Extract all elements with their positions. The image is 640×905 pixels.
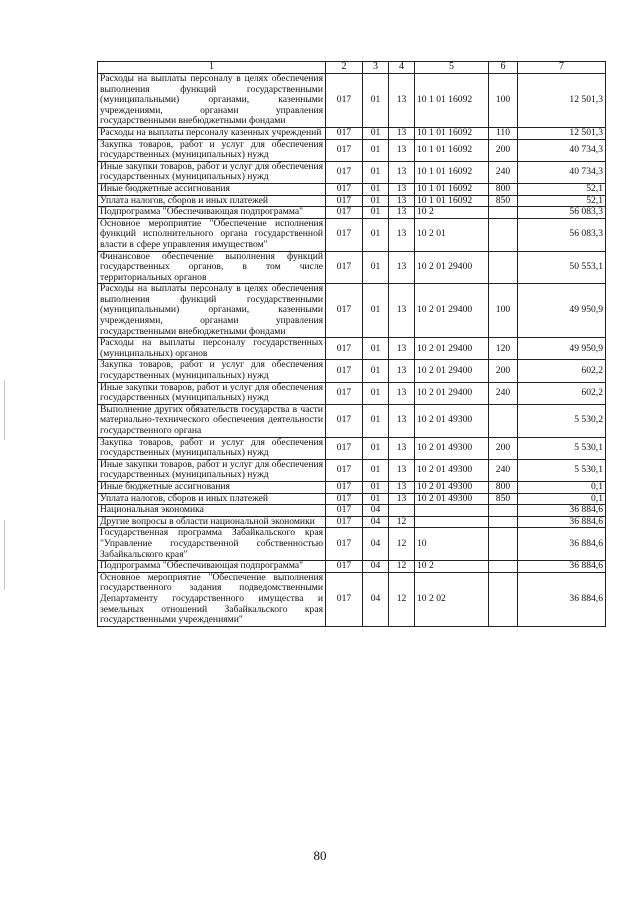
table-row (98, 284, 606, 338)
ministry-code-cell: 017 (326, 459, 363, 481)
table-row (98, 505, 606, 517)
expense-type-cell (489, 516, 518, 528)
subsection-cell (389, 505, 415, 517)
subsection-cell: 13 (389, 251, 415, 284)
expense-type-cell: 120 (489, 338, 518, 360)
subsection-cell: 12 (389, 528, 415, 561)
table-header-row (98, 62, 606, 74)
subsection-cell: 13 (389, 195, 415, 207)
section-cell: 01 (363, 139, 389, 161)
target-article-cell: 10 2 (415, 207, 489, 219)
column-header: 6 (489, 62, 518, 74)
expense-type-cell (489, 218, 518, 251)
ministry-code-cell: 017 (326, 74, 363, 128)
amount-cell: 40 734,3 (518, 139, 606, 161)
ministry-code-cell: 017 (326, 572, 363, 626)
subsection-cell: 13 (389, 218, 415, 251)
expense-type-cell (489, 207, 518, 219)
section-cell: 01 (363, 493, 389, 505)
section-cell: 01 (363, 127, 389, 139)
table-row (98, 360, 606, 382)
target-article-cell: 10 2 01 49300 (415, 493, 489, 505)
expense-type-cell: 240 (489, 459, 518, 481)
section-cell: 01 (363, 481, 389, 493)
ministry-code-cell: 017 (326, 493, 363, 505)
subsection-cell: 13 (389, 481, 415, 493)
ministry-code-cell: 017 (326, 481, 363, 493)
section-cell: 01 (363, 284, 389, 338)
subsection-cell: 13 (389, 437, 415, 459)
ministry-code-cell: 017 (326, 195, 363, 207)
target-article-cell: 10 1 01 16092 (415, 161, 489, 183)
section-cell: 04 (363, 516, 389, 528)
amount-cell: 36 884,6 (518, 528, 606, 561)
ministry-code-cell: 017 (326, 404, 363, 437)
amount-cell: 0,1 (518, 493, 606, 505)
amount-cell: 40 734,3 (518, 161, 606, 183)
ministry-code-cell: 017 (326, 505, 363, 517)
amount-cell: 12 501,3 (518, 127, 606, 139)
row-name-cell: Закупка товаров, работ и услуг для обеспечения государственных (муниципальных) нужд (98, 360, 326, 382)
subsection-cell: 13 (389, 74, 415, 128)
row-name-cell: Расходы на выплаты персоналу казенных учреждений (98, 127, 326, 139)
amount-cell: 49 950,9 (518, 338, 606, 360)
subsection-cell: 13 (389, 207, 415, 219)
target-article-cell: 10 2 01 29400 (415, 360, 489, 382)
amount-cell: 602,2 (518, 382, 606, 404)
target-article-cell: 10 2 01 49300 (415, 481, 489, 493)
row-name-cell: Расходы на выплаты персоналу государственных (муниципальных) органов (98, 338, 326, 360)
expense-type-cell: 100 (489, 74, 518, 128)
expense-type-cell: 800 (489, 481, 518, 493)
ministry-code-cell: 017 (326, 161, 363, 183)
subsection-cell: 12 (389, 572, 415, 626)
row-name-cell: Подпрограмма "Обеспечивающая подпрограмма" (98, 561, 326, 573)
section-cell: 04 (363, 572, 389, 626)
subsection-cell: 13 (389, 284, 415, 338)
amount-cell: 12 501,3 (518, 74, 606, 128)
row-name-cell: Другие вопросы в области национальной экономики (98, 516, 326, 528)
row-name-cell: Иные закупки товаров, работ и услуг для обеспечения государственных (муниципальных) нужд (98, 382, 326, 404)
target-article-cell: 10 1 01 16092 (415, 127, 489, 139)
amount-cell: 602,2 (518, 360, 606, 382)
section-cell: 01 (363, 74, 389, 128)
row-name-cell: Расходы на выплаты персоналу в целях обеспечения выполнения функций государственными (муниципальными) органами, казенными учреждениями, органами управления государственными внебюджетными фондами (98, 284, 326, 338)
row-name-cell: Основное мероприятие "Обеспечение выполнения государственного задания подведомственными Департаменту государственного имущества и земельных отношений Забайкальского края государственными учреждениями" (98, 572, 326, 626)
expense-type-cell: 800 (489, 183, 518, 195)
ministry-code-cell: 017 (326, 127, 363, 139)
table-row (98, 207, 606, 219)
amount-cell: 36 884,6 (518, 572, 606, 626)
expense-type-cell (489, 404, 518, 437)
row-name-cell: Иные бюджетные ассигнования (98, 481, 326, 493)
section-cell: 01 (363, 338, 389, 360)
expense-type-cell (489, 572, 518, 626)
row-name-cell: Иные закупки товаров, работ и услуг для обеспечения государственных (муниципальных) нужд (98, 459, 326, 481)
target-article-cell: 10 1 01 16092 (415, 183, 489, 195)
amount-cell: 36 884,6 (518, 516, 606, 528)
section-cell: 01 (363, 404, 389, 437)
expense-type-cell: 240 (489, 161, 518, 183)
table-row (98, 528, 606, 561)
target-article-cell: 10 2 01 (415, 218, 489, 251)
section-cell: 01 (363, 161, 389, 183)
table-row (98, 139, 606, 161)
expense-type-cell (489, 561, 518, 573)
expense-type-cell: 240 (489, 382, 518, 404)
budget-table (97, 61, 606, 627)
subsection-cell: 13 (389, 382, 415, 404)
row-name-cell: Закупка товаров, работ и услуг для обеспечения государственных (муниципальных) нужд (98, 139, 326, 161)
expense-type-cell (489, 251, 518, 284)
row-name-cell: Расходы на выплаты персоналу в целях обеспечения выполнения функций государственными (муниципальными) органами, казенными учреждениями, органами управления государственными внебюджетными фондами (98, 74, 326, 128)
expense-type-cell: 850 (489, 195, 518, 207)
expense-type-cell: 110 (489, 127, 518, 139)
target-article-cell: 10 2 02 (415, 572, 489, 626)
row-name-cell: Государственная программа Забайкальского края "Управление государственной собственностью Забайкальского края" (98, 528, 326, 561)
section-cell: 01 (363, 183, 389, 195)
target-article-cell: 10 2 01 49300 (415, 459, 489, 481)
ministry-code-cell: 017 (326, 251, 363, 284)
column-header: 5 (415, 62, 489, 74)
ministry-code-cell: 017 (326, 338, 363, 360)
target-article-cell: 10 1 01 16092 (415, 74, 489, 128)
amount-cell: 50 553,1 (518, 251, 606, 284)
table-row (98, 183, 606, 195)
table-row (98, 493, 606, 505)
row-name-cell: Основное мероприятие "Обеспечение исполнения функций исполнительного органа государственной власти в сфере управления имуществом" (98, 218, 326, 251)
expense-type-cell: 200 (489, 437, 518, 459)
ministry-code-cell: 017 (326, 218, 363, 251)
amount-cell: 49 950,9 (518, 284, 606, 338)
amount-cell: 5 530,1 (518, 437, 606, 459)
row-name-cell: Уплата налогов, сборов и иных платежей (98, 195, 326, 207)
table-row (98, 218, 606, 251)
target-article-cell: 10 2 01 49300 (415, 404, 489, 437)
subsection-cell: 13 (389, 161, 415, 183)
ministry-code-cell: 017 (326, 284, 363, 338)
subsection-cell: 13 (389, 360, 415, 382)
target-article-cell: 10 (415, 528, 489, 561)
ministry-code-cell: 017 (326, 139, 363, 161)
ministry-code-cell: 017 (326, 207, 363, 219)
ministry-code-cell: 017 (326, 437, 363, 459)
expense-type-cell: 100 (489, 284, 518, 338)
subsection-cell: 13 (389, 404, 415, 437)
table-row (98, 127, 606, 139)
subsection-cell: 13 (389, 127, 415, 139)
table-row (98, 437, 606, 459)
ministry-code-cell: 017 (326, 516, 363, 528)
expense-type-cell: 850 (489, 493, 518, 505)
section-cell: 01 (363, 207, 389, 219)
target-article-cell: 10 2 (415, 561, 489, 573)
column-header: 4 (389, 62, 415, 74)
target-article-cell: 10 2 01 29400 (415, 284, 489, 338)
amount-cell: 5 530,1 (518, 459, 606, 481)
section-cell: 01 (363, 382, 389, 404)
subsection-cell: 13 (389, 139, 415, 161)
table-row (98, 516, 606, 528)
column-header: 3 (363, 62, 389, 74)
ministry-code-cell: 017 (326, 183, 363, 195)
target-article-cell: 10 1 01 16092 (415, 195, 489, 207)
amount-cell: 56 083,3 (518, 207, 606, 219)
amount-cell: 0,1 (518, 481, 606, 493)
column-header: 2 (326, 62, 363, 74)
subsection-cell: 13 (389, 183, 415, 195)
section-cell: 01 (363, 218, 389, 251)
amount-cell: 5 530,2 (518, 404, 606, 437)
column-header: 7 (518, 62, 606, 74)
section-cell: 01 (363, 459, 389, 481)
section-cell: 01 (363, 437, 389, 459)
ministry-code-cell: 017 (326, 561, 363, 573)
target-article-cell (415, 505, 489, 517)
target-article-cell: 10 2 01 29400 (415, 251, 489, 284)
section-cell: 01 (363, 360, 389, 382)
subsection-cell: 12 (389, 561, 415, 573)
table-row (98, 338, 606, 360)
subsection-cell: 13 (389, 459, 415, 481)
subsection-cell: 13 (389, 493, 415, 505)
table-row (98, 404, 606, 437)
amount-cell: 52,1 (518, 195, 606, 207)
row-name-cell: Уплата налогов, сборов и иных платежей (98, 493, 326, 505)
ministry-code-cell: 017 (326, 360, 363, 382)
ministry-code-cell: 017 (326, 382, 363, 404)
column-header: 1 (98, 62, 326, 74)
ministry-code-cell: 017 (326, 528, 363, 561)
table-row (98, 74, 606, 128)
section-cell: 04 (363, 528, 389, 561)
table-row (98, 161, 606, 183)
table-row (98, 195, 606, 207)
amount-cell: 52,1 (518, 183, 606, 195)
table-row (98, 251, 606, 284)
amount-cell: 36 884,6 (518, 561, 606, 573)
row-name-cell: Финансовое обеспечение выполнения функций государственных органов, в том числе территориальных органов (98, 251, 326, 284)
margin-mark (4, 380, 5, 440)
subsection-cell: 13 (389, 338, 415, 360)
expense-type-cell (489, 528, 518, 561)
row-name-cell: Иные бюджетные ассигнования (98, 183, 326, 195)
page-number: 80 (313, 848, 327, 863)
margin-mark (4, 520, 5, 590)
amount-cell: 36 884,6 (518, 505, 606, 517)
table-row (98, 481, 606, 493)
row-name-cell: Национальная экономика (98, 505, 326, 517)
row-name-cell: Выполнение других обязательств государства в части материально-технического обеспечения деятельности государственного органа (98, 404, 326, 437)
section-cell: 04 (363, 561, 389, 573)
row-name-cell: Подпрограмма "Обеспечивающая подпрограмма" (98, 207, 326, 219)
expense-type-cell: 200 (489, 360, 518, 382)
target-article-cell: 10 1 01 16092 (415, 139, 489, 161)
section-cell: 01 (363, 195, 389, 207)
row-name-cell: Иные закупки товаров, работ и услуг для обеспечения государственных (муниципальных) нужд (98, 161, 326, 183)
expense-type-cell (489, 505, 518, 517)
target-article-cell: 10 2 01 49300 (415, 437, 489, 459)
target-article-cell: 10 2 01 29400 (415, 338, 489, 360)
table-row (98, 382, 606, 404)
expense-type-cell: 200 (489, 139, 518, 161)
table-row (98, 459, 606, 481)
section-cell: 01 (363, 251, 389, 284)
subsection-cell: 12 (389, 516, 415, 528)
table-row (98, 561, 606, 573)
amount-cell: 56 083,3 (518, 218, 606, 251)
target-article-cell: 10 2 01 29400 (415, 382, 489, 404)
section-cell: 04 (363, 505, 389, 517)
table-row (98, 572, 606, 626)
target-article-cell (415, 516, 489, 528)
row-name-cell: Закупка товаров, работ и услуг для обеспечения государственных (муниципальных) нужд (98, 437, 326, 459)
